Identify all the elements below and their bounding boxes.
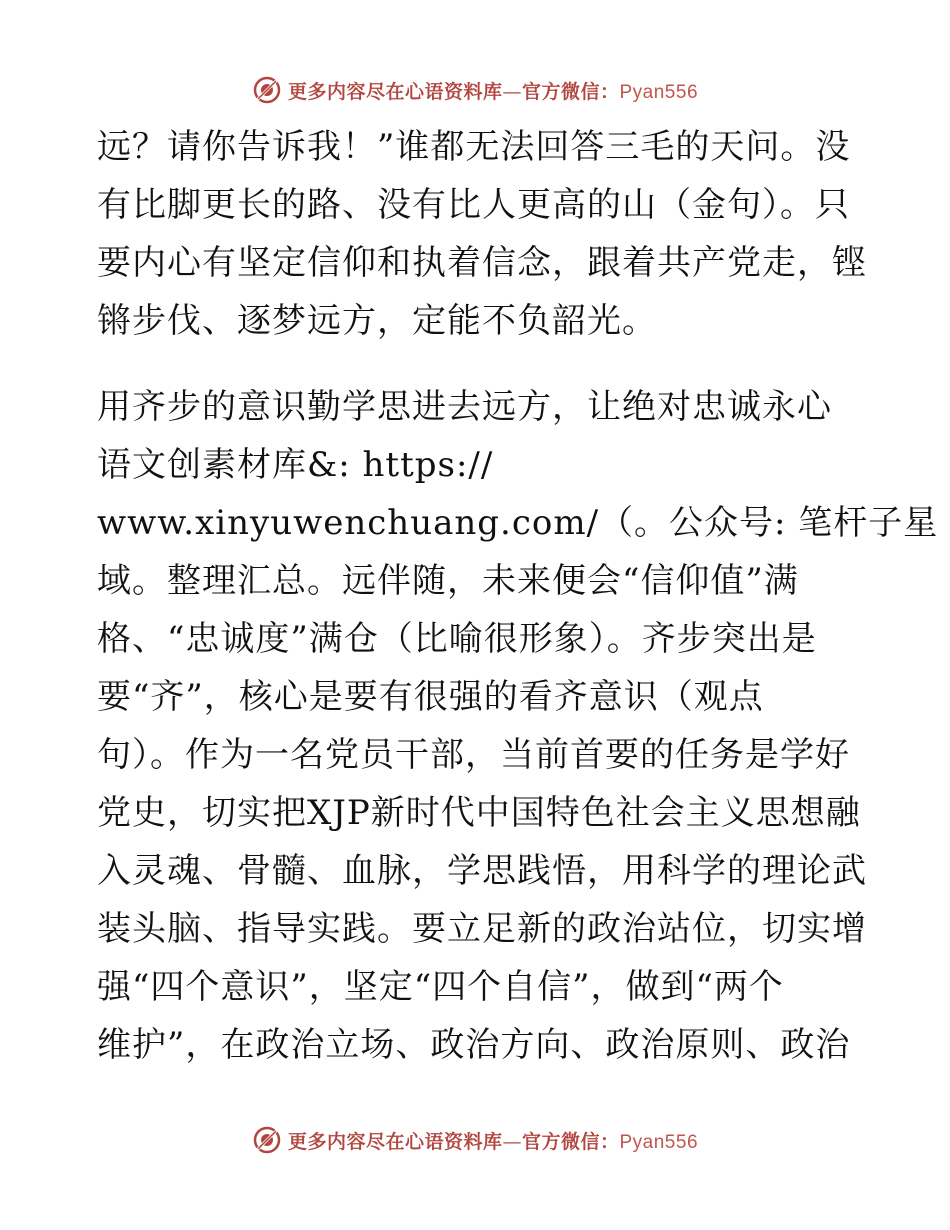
text-line: 远？请你告诉我！”谁都无法回答三毛的天问。没 [97, 127, 851, 167]
text-line: 要“齐”，核心是要有很强的看齐意识（观点 [97, 677, 764, 717]
footer-wechat-id: Pyan556 [619, 1131, 699, 1153]
header-separator: — [502, 80, 522, 103]
text-line: 入灵魂、骨髓、血脉，学思践悟，用科学的理论武 [97, 851, 867, 891]
header-brand: 更多内容尽在心语资料库 [287, 80, 503, 103]
text-line: 语文创素材库&: https:// [97, 445, 494, 485]
header-wechat-id: Pyan556 [619, 81, 699, 103]
text-line: 有比脚更长的路、没有比人更高的山（金句）。只 [97, 185, 850, 225]
text-line: 锵步伐、逐梦远方，定能不负韶光。 [97, 301, 657, 341]
text-line: 党史，切实把XJP新时代中国特色社会主义思想融 [97, 793, 861, 833]
header-wechat-label: 官方微信： [521, 80, 620, 103]
brand-logo-icon [252, 1125, 282, 1155]
text-line: 强“四个意识”，坚定“四个自信”，做到“两个 [97, 967, 784, 1007]
footer-banner [0, 1120, 950, 1160]
text-line: 维护”，在政治立场、政治方向、政治原则、政治 [97, 1025, 851, 1065]
footer-wechat-label: 官方微信： [521, 1130, 620, 1153]
text-line: 格、“忠诚度”满仓（比喻很形象）。齐步突出是 [97, 619, 817, 659]
header-banner [0, 70, 950, 110]
text-line: 域。整理汇总。远伴随，未来便会“信仰值”满 [97, 561, 799, 601]
paragraph-gap [97, 350, 857, 378]
footer-separator: — [502, 1130, 522, 1153]
document-body [97, 118, 939, 1074]
text-line: 用齐步的意识勤学思进去远方，让绝对忠诚永心 [97, 387, 832, 427]
text-line: 要内心有坚定信仰和执着信念，跟着共产党走，铿 [97, 243, 867, 283]
footer-brand: 更多内容尽在心语资料库 [287, 1130, 503, 1153]
text-line: 装头脑、指导实践。要立足新的政治站位，切实增 [97, 909, 867, 949]
footer-banner-text [288, 1127, 698, 1154]
brand-logo-icon [252, 75, 282, 105]
text-line: www.xinyuwenchuang.com/（。公众号: 笔杆子星 [97, 503, 939, 543]
text-line: 句）。作为一名党员干部，当前首要的任务是学好 [97, 735, 850, 775]
header-banner-text [288, 77, 698, 104]
